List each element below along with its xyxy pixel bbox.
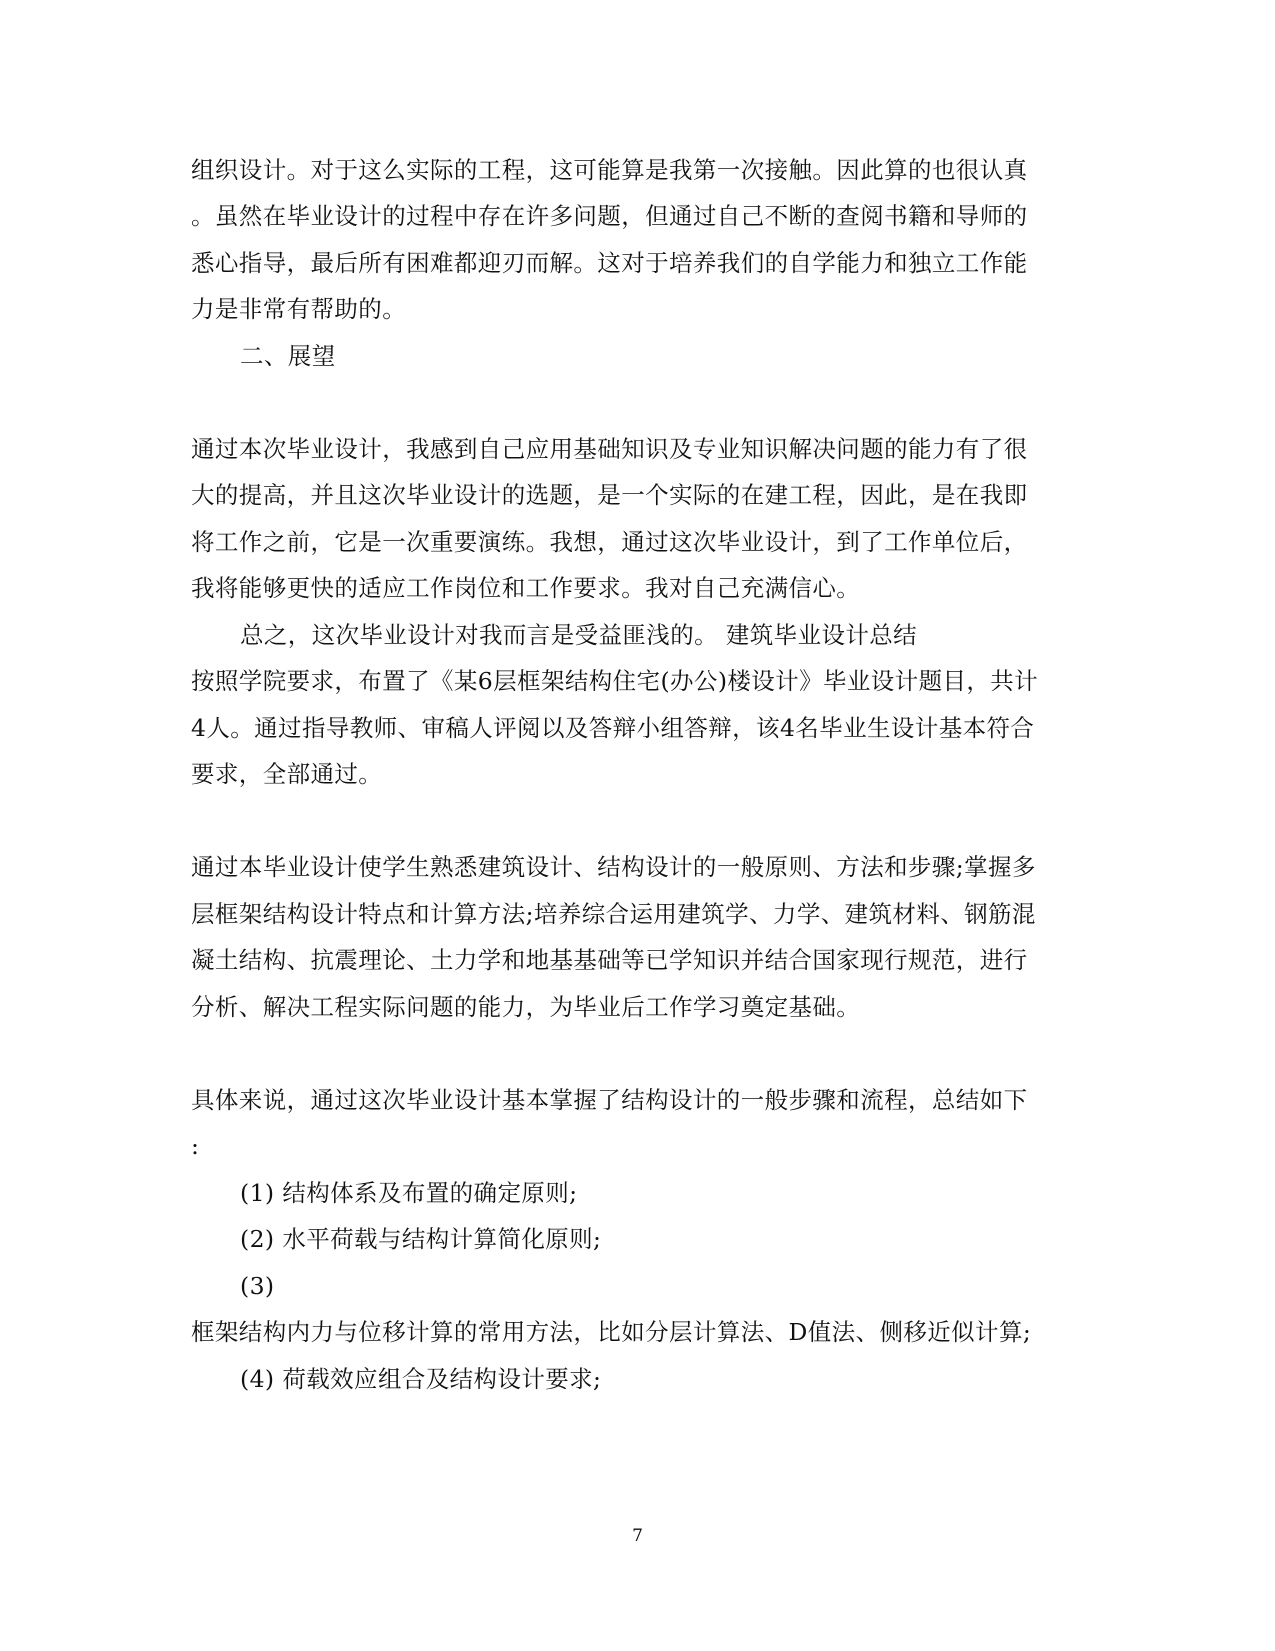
text-line: 按照学院要求，布置了《某6层框架结构住宅(办公)楼设计》毕业设计题目，共计 [191, 667, 1039, 695]
text-line: 悉心指导，最后所有困难都迎刃而解。这对于培养我们的自学能力和独立工作能 [191, 249, 1028, 277]
text-line: 框架结构内力与位移计算的常用方法，比如分层计算法、D值法、侧移近似计算; [191, 1318, 1032, 1346]
text-line: 组织设计。对于这么实际的工程，这可能算是我第一次接触。因此算的也很认真 [191, 156, 1028, 184]
text-line: 凝土结构、抗震理论、土力学和地基基础等已学知识并结合国家现行规范，进行 [191, 946, 1028, 974]
list-item: (2) 水平荷载与结构计算简化原则; [240, 1225, 602, 1253]
text-line: 具体来说，通过这次毕业设计基本掌握了结构设计的一般步骤和流程，总结如下 [191, 1086, 1028, 1114]
list-item: (1) 结构体系及布置的确定原则; [240, 1179, 578, 1207]
text-line: 4人。通过指导教师、审稿人评阅以及答辩小组答辩，该4名毕业生设计基本符合 [191, 714, 1035, 742]
text-line: : [191, 1132, 200, 1160]
text-line: 通过本次毕业设计，我感到自己应用基础知识及专业知识解决问题的能力有了很 [191, 435, 1028, 463]
text-line: 层框架结构设计特点和计算方法;培养综合运用建筑学、力学、建筑材料、钢筋混 [191, 900, 1036, 928]
text-line: 分析、解决工程实际问题的能力，为毕业后工作学习奠定基础。 [191, 993, 861, 1021]
text-line: 。虽然在毕业设计的过程中存在许多问题，但通过自己不断的查阅书籍和导师的 [191, 202, 1028, 230]
text-line: 要求，全部通过。 [191, 760, 383, 788]
list-item: (4) 荷载效应组合及结构设计要求; [240, 1365, 602, 1393]
text-line: 通过本毕业设计使学生熟悉建筑设计、结构设计的一般原则、方法和步骤;掌握多 [191, 853, 1036, 881]
text-line: 我将能够更快的适应工作岗位和工作要求。我对自己充满信心。 [191, 574, 861, 602]
section-heading: 二、展望 [240, 342, 336, 370]
list-item: (3) [240, 1272, 275, 1300]
text-line: 总之，这次毕业设计对我而言是受益匪浅的。 建筑毕业设计总结 [240, 621, 918, 649]
page-number: 7 [632, 1526, 643, 1546]
text-line: 将工作之前，它是一次重要演练。我想，通过这次毕业设计，到了工作单位后， [191, 528, 1028, 556]
text-line: 力是非常有帮助的。 [191, 295, 407, 323]
text-line: 大的提高，并且这次毕业设计的选题，是一个实际的在建工程，因此，是在我即 [191, 481, 1028, 509]
